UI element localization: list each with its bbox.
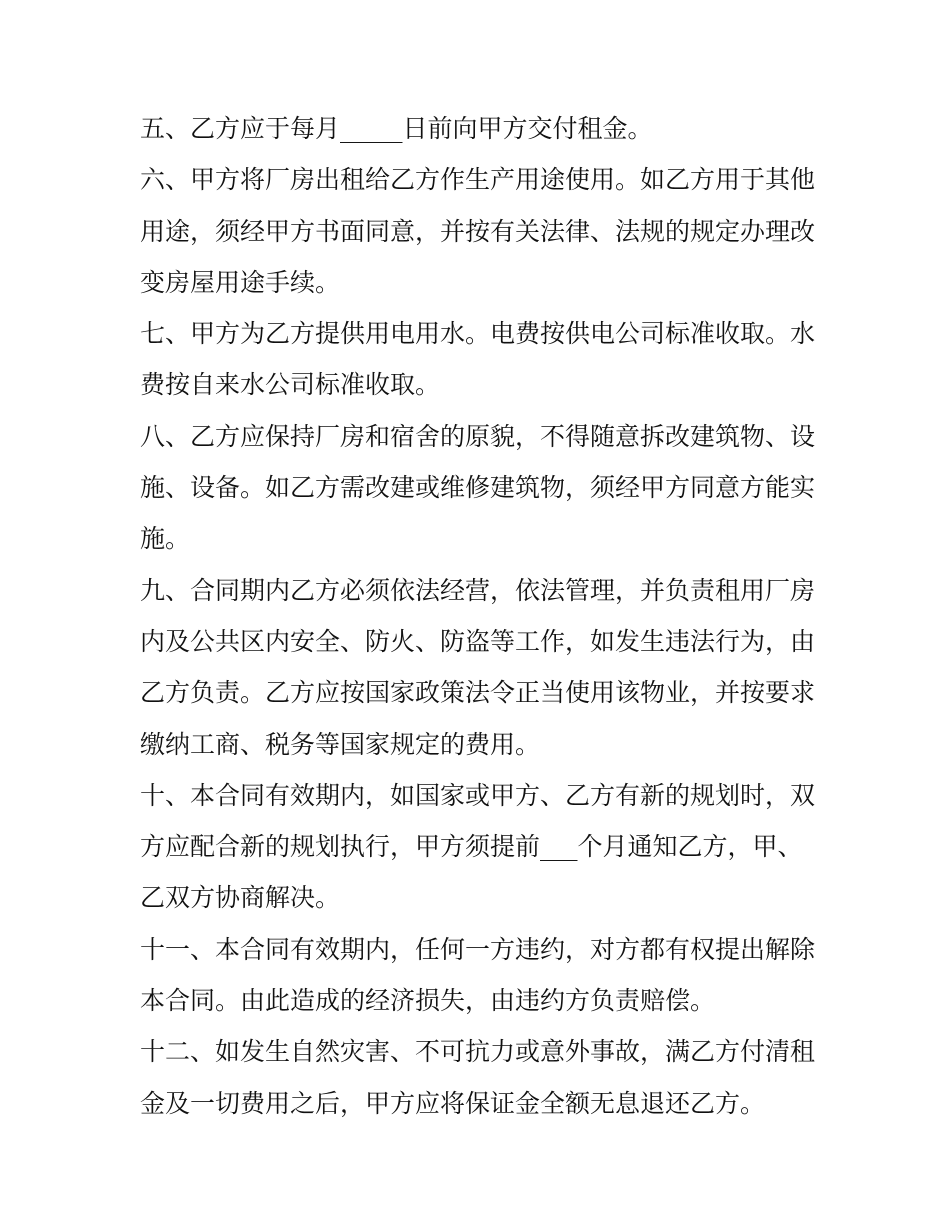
- contract-line-14: 十、本合同有效期内，如国家或甲方、乙方有新的规划时，双: [140, 780, 816, 810]
- contract-line-18: 本合同。由此造成的经济损失，由违约方负责赔偿。: [140, 986, 716, 1016]
- contract-line-1: 五、乙方应于每月_____日前向甲方交付租金。: [140, 114, 653, 143]
- contract-line-10: 九、合同期内乙方必须依法经营，依法管理，并负责租用厂房: [140, 575, 816, 605]
- contract-line-3: 用途，须经甲方书面同意，并按有关法律、法规的规定办理改: [140, 216, 816, 246]
- contract-line-15: 方应配合新的规划执行，甲方须提前___个月通知乙方，甲、: [140, 832, 803, 862]
- contract-line-7: 八、乙方应保持厂房和宿舍的原貌，不得随意拆改建筑物、设: [140, 421, 816, 451]
- contract-line-16: 乙双方协商解决。: [140, 883, 341, 913]
- contract-line-19: 十二、如发生自然灾害、不可抗力或意外事故，满乙方付清租: [140, 1037, 816, 1067]
- contract-line-8: 施、设备。如乙方需改建或维修建筑物，须经甲方同意方能实: [140, 473, 816, 503]
- contract-line-20: 金及一切费用之后，甲方应将保证金全额无息退还乙方。: [140, 1088, 766, 1118]
- contract-line-9: 施。: [140, 524, 191, 554]
- contract-line-4: 变房屋用途手续。: [140, 267, 341, 297]
- contract-line-2: 六、甲方将厂房出租给乙方作生产用途使用。如乙方用于其他: [140, 165, 816, 195]
- contract-line-5: 七、甲方为乙方提供用电用水。电费按供电公司标准收取。水: [140, 319, 816, 349]
- contract-line-12: 乙方负责。乙方应按国家政策法令正当使用该物业，并按要求: [140, 678, 816, 708]
- contract-body: [140, 103, 820, 1129]
- contract-line-6: 费按自来水公司标准收取。: [140, 370, 441, 400]
- contract-line-17: 十一、本合同有效期内，任何一方违约，对方都有权提出解除: [140, 934, 816, 964]
- contract-line-11: 内及公共区内安全、防火、防盗等工作，如发生违法行为，由: [140, 626, 816, 656]
- contract-line-13: 缴纳工商、税务等国家规定的费用。: [140, 729, 541, 759]
